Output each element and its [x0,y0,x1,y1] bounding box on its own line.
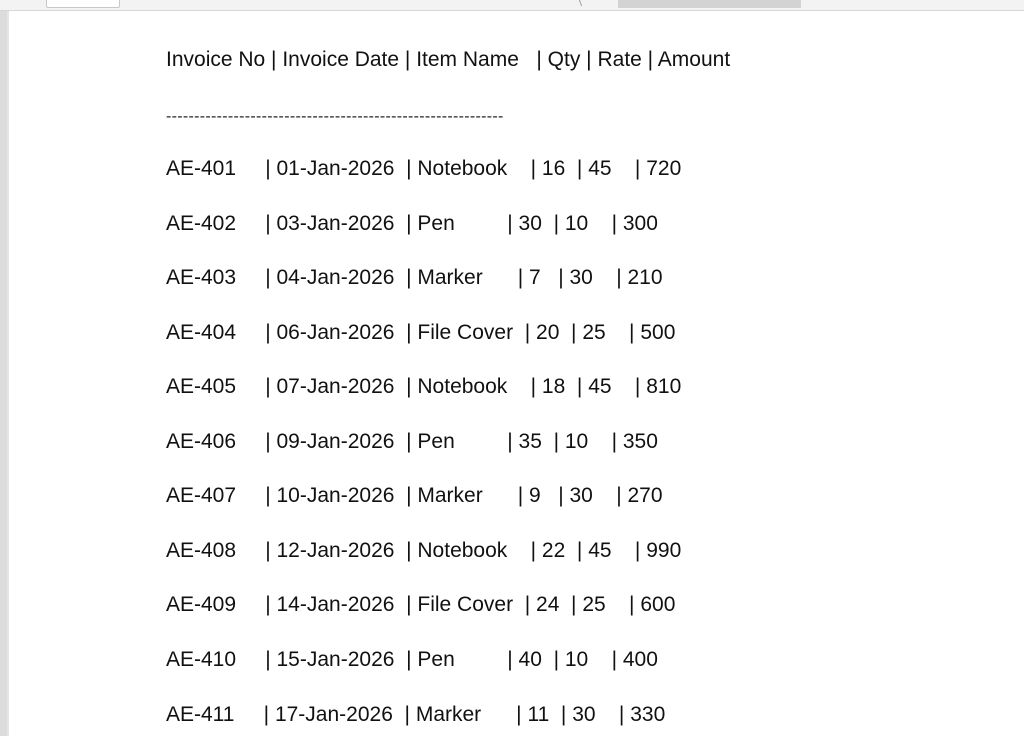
toolbar-marker [575,0,582,6]
table-header-line: Invoice No | Invoice Date | Item Name | Qty | Rate | Amount [166,48,731,71]
separator-line: ------------------------------------------------------------ [166,108,504,125]
toolbar-field[interactable] [46,0,120,8]
invoice-row: AE-408 | 12-Jan-2026 | Notebook | 22 | 45 | 990 [166,539,682,562]
editor-toolbar [0,0,1024,11]
invoice-row: AE-404 | 06-Jan-2026 | File Cover | 20 | 25 | 500 [166,321,676,344]
invoice-row: AE-409 | 14-Jan-2026 | File Cover | 24 | 25 | 600 [166,593,676,616]
invoice-row: AE-403 | 04-Jan-2026 | Marker | 7 | 30 | 210 [166,266,663,289]
horizontal-scroll-thumb[interactable] [618,0,801,8]
invoice-row: AE-401 | 01-Jan-2026 | Notebook | 16 | 45 | 720 [166,157,682,180]
document-page[interactable] [9,11,1024,736]
invoice-row: AE-410 | 15-Jan-2026 | Pen | 40 | 10 | 400 [166,648,658,671]
invoice-row: AE-407 | 10-Jan-2026 | Marker | 9 | 30 | 270 [166,484,663,507]
invoice-row: AE-405 | 07-Jan-2026 | Notebook | 18 | 45 | 810 [166,375,682,398]
invoice-row: AE-411 | 17-Jan-2026 | Marker | 11 | 30 | 330 [166,703,666,726]
invoice-row: AE-402 | 03-Jan-2026 | Pen | 30 | 10 | 300 [166,212,658,235]
invoice-row: AE-406 | 09-Jan-2026 | Pen | 35 | 10 | 350 [166,430,658,453]
left-margin-gutter [0,11,7,736]
